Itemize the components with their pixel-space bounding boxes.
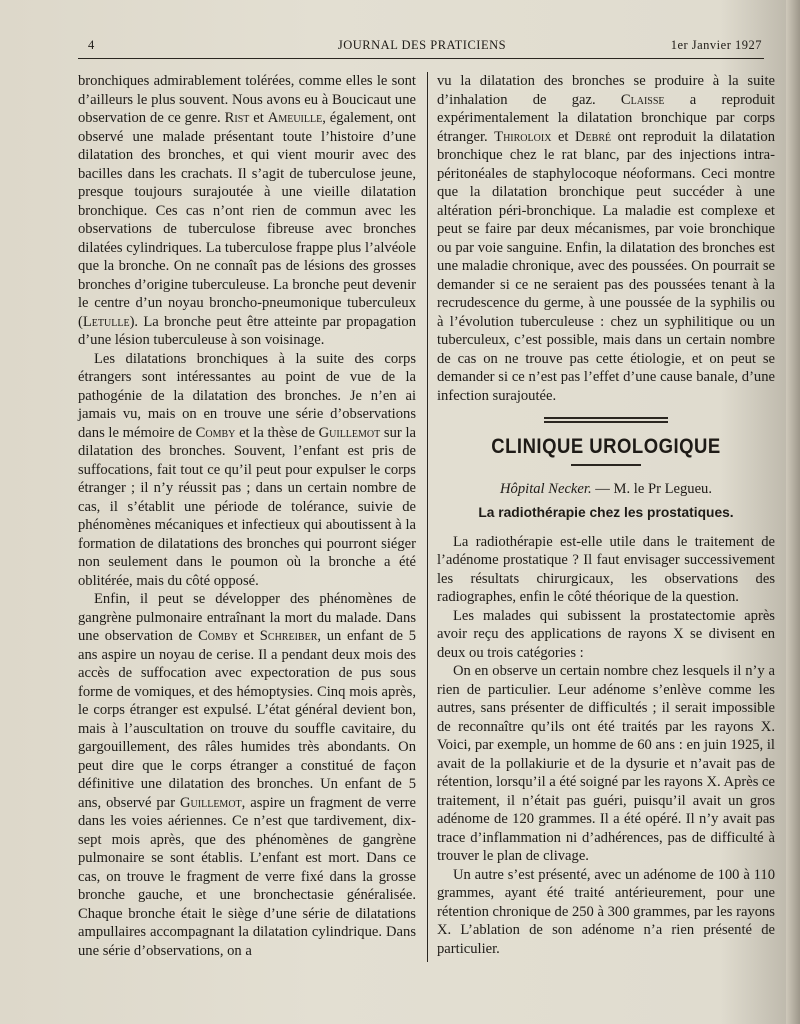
section-title: CLINIQUE UROLOGIQUE xyxy=(491,433,721,458)
header-rule xyxy=(78,58,764,59)
column-divider xyxy=(427,72,428,962)
issue-date: 1er Janvier 1927 xyxy=(670,38,762,52)
author-name: Debré xyxy=(575,128,612,145)
paragraph: Les malades qui subissent la prostatectomie après avoir reçu des applications de rayons X se divisent en deux ou trois catégories : xyxy=(437,607,775,661)
author-name: Letulle xyxy=(82,313,130,330)
journal-title: JOURNAL DES PRATICIENS xyxy=(337,38,507,52)
title-rule xyxy=(571,464,641,466)
author-name: Guillemot xyxy=(318,424,381,441)
left-column xyxy=(78,72,416,960)
article-title: La radiothérapie chez les prostatiques. xyxy=(478,505,734,520)
right-column xyxy=(437,72,775,958)
author-name: Thiroloix xyxy=(494,128,552,145)
page-edge-shadow xyxy=(786,0,800,1024)
hospital-name: Hôpital Necker. xyxy=(500,480,592,497)
author-name: Claisse xyxy=(620,91,665,108)
running-header xyxy=(82,38,762,56)
paragraph: Un autre s’est présenté, avec un adénome de 100 à 110 grammes, ayant été traité antérieurement, pour une rétention chronique de 250 à 300 grammes, par les rayons X. L’ablation de son adénome n’a rien présenté de particulier. xyxy=(437,866,775,957)
professor-name: — M. le Pr Legueu. xyxy=(591,480,712,497)
author-name: Ameuille xyxy=(267,110,323,126)
author-name: Comby xyxy=(198,628,238,644)
author-name: Comby xyxy=(195,424,236,441)
paragraph: La radiothérapie est-elle utile dans le traitement de l’adénome prostatique ? Il faut envisager successivement les résultats chirurgicaux, les observations des radiographes, enfin le côté théorique de la question. xyxy=(437,533,775,605)
lecture-source xyxy=(437,480,775,499)
section-separator xyxy=(544,417,668,423)
paragraph: vu la dilatation des bronches se produire à la suite d’inhalation de gaz. Claisse a reproduit expérimentalement la dilatation bronchique par corps étranger. Thiroloix et Debré ont reproduit la dilatation bronchique chez le rat blanc, par des injections intra-péritonéales de staphylocoque néoformans. Ceci montre que la dilatation bronchique peut succéder à une altération péri-bronchique. La maladie est complexe et peut se faire par deux mécanismes, par voie bronchique ou par voie sanguine. Enfin, la dilatation des bronches est une maladie chronique, avec des poussées. On pourrait se demander si ce ne seraient pas des poussées tenant à la recrudescence du germe, à une poussée de la syphilis ou à l’évolution tuberculeuse : chez un syphilitique ou un tuberculeux, c’est possible, mais dans un certain nombre de cas on ne trouve pas cette étiologie, et on peut se demander si ce n’est pas l’effet d’une cause banale, d’une infection surajoutée. xyxy=(437,73,775,404)
paragraph: On en observe un certain nombre chez lesquels il n’y a rien de particulier. Leur adénome s’enlève comme les autres, sans présenter de difficultés ; il serait impossible de reconnaître qu’ils ont été traités par les rayons X. Voici, par exemple, un homme de 60 ans : en juin 1925, il avait de la pollakiurie et de la dysurie et n’avait pas de rétention, lorsqu’il a été soigné par les rayons X. Après ce traitement, il n’était pas guéri, puisqu’il avait un gros adénome de 120 grammes. Il a été opéré. Il n’y avait pas trace d’inflammation ni d’adhérences, pas de difficulté à trouver le plan de clivage. xyxy=(437,663,775,864)
paragraph: Enfin, il peut se développer des phénomènes de gangrène pulmonaire entraînant la mort du malade. Dans une observation de Comby et Schreiber, un enfant de 5 ans aspire un noyau de cerise. Il a pendant deux mois des accès de suffocation avec expectoration de pus sous forme de vomiques, et des hémoptysies. Cinq mois après, le corps étranger est expulsé. L’état général devient bon, mais à l’auscultation on trouve du souffle cavitaire, du gargouillement, des râles humides très abondants. On peut dire que le corps étranger a constitué de façon définitive une dilatation des bronches. Un enfant de 5 ans, observé par Guillemot, aspire un fragment de verre dans les voies aériennes. Ce n’est que tardivement, dix-sept mois après, que des phénomènes de gangrène pulmonaire se sont établis. L’enfant est mort. Dans ce cas, on trouve le fragment de verre fixé dans la grosse bronche gauche, et une bronchectasie généralisée. Chaque bronche était le siège d’une série de dilatations ampullaires accompagnant la dilatation cylindrique. Dans une série d’observations, on a xyxy=(78,591,416,959)
author-name: Rist xyxy=(224,110,250,126)
author-name: Guillemot xyxy=(180,794,242,811)
page-number: 4 xyxy=(88,38,95,52)
author-name: Schreiber xyxy=(259,628,318,644)
paragraph: bronchiques admirablement tolérées, comme elles le sont d’ailleurs le plus souvent. Nous avons eu à Boucicaut une observation de ce genre. Rist et Ameuille, également, ont observé une malade présentant toute l’histoire d’une dilatation des bronches, et qui vient mourir avec des bacilles dans les crachats. Il s’agit de tuberculose jeune, presque toujours surajoutée à une vieille dilatation bronchique. Ces cas n’ont rien de commun avec les observations de tuberculose fibreuse avec bronches dilatées cylindriques. La tuberculose frappe plus l’alvéole que la bronche. On ne connaît pas de lésions des grosses bronches d’origine tuberculeuse. La bronche peut devenir le centre d’un noyau broncho-pneumonique tuberculeux (Letulle). La bronche peut être atteinte par propagation d’une lésion tuberculeuse à son voisinage. xyxy=(78,73,416,348)
paragraph: Les dilatations bronchiques à la suite des corps étrangers sont intéressantes au point de vue de la pathogénie de la dilatation des bronches. Je n’en ai jamais vu, mais on en trouve une série d’observations dans le mémoire de Comby et la thèse de Guillemot sur la dilatation des bronches. Souvent, l’enfant est pris de suffocations, fait tout ce qu’il peut pour expulser le corps étranger ; il n’y réussit pas ; dans un certain nombre de cas, il s’établit une période de tolérance, suivie de phénomènes mécaniques et infectieux qui aboutissent à la formation de dilatations des bronches qui pourront siéger non seulement dans le poumon où la bronche a été oblitérée, mais du côté opposé. xyxy=(78,350,416,589)
